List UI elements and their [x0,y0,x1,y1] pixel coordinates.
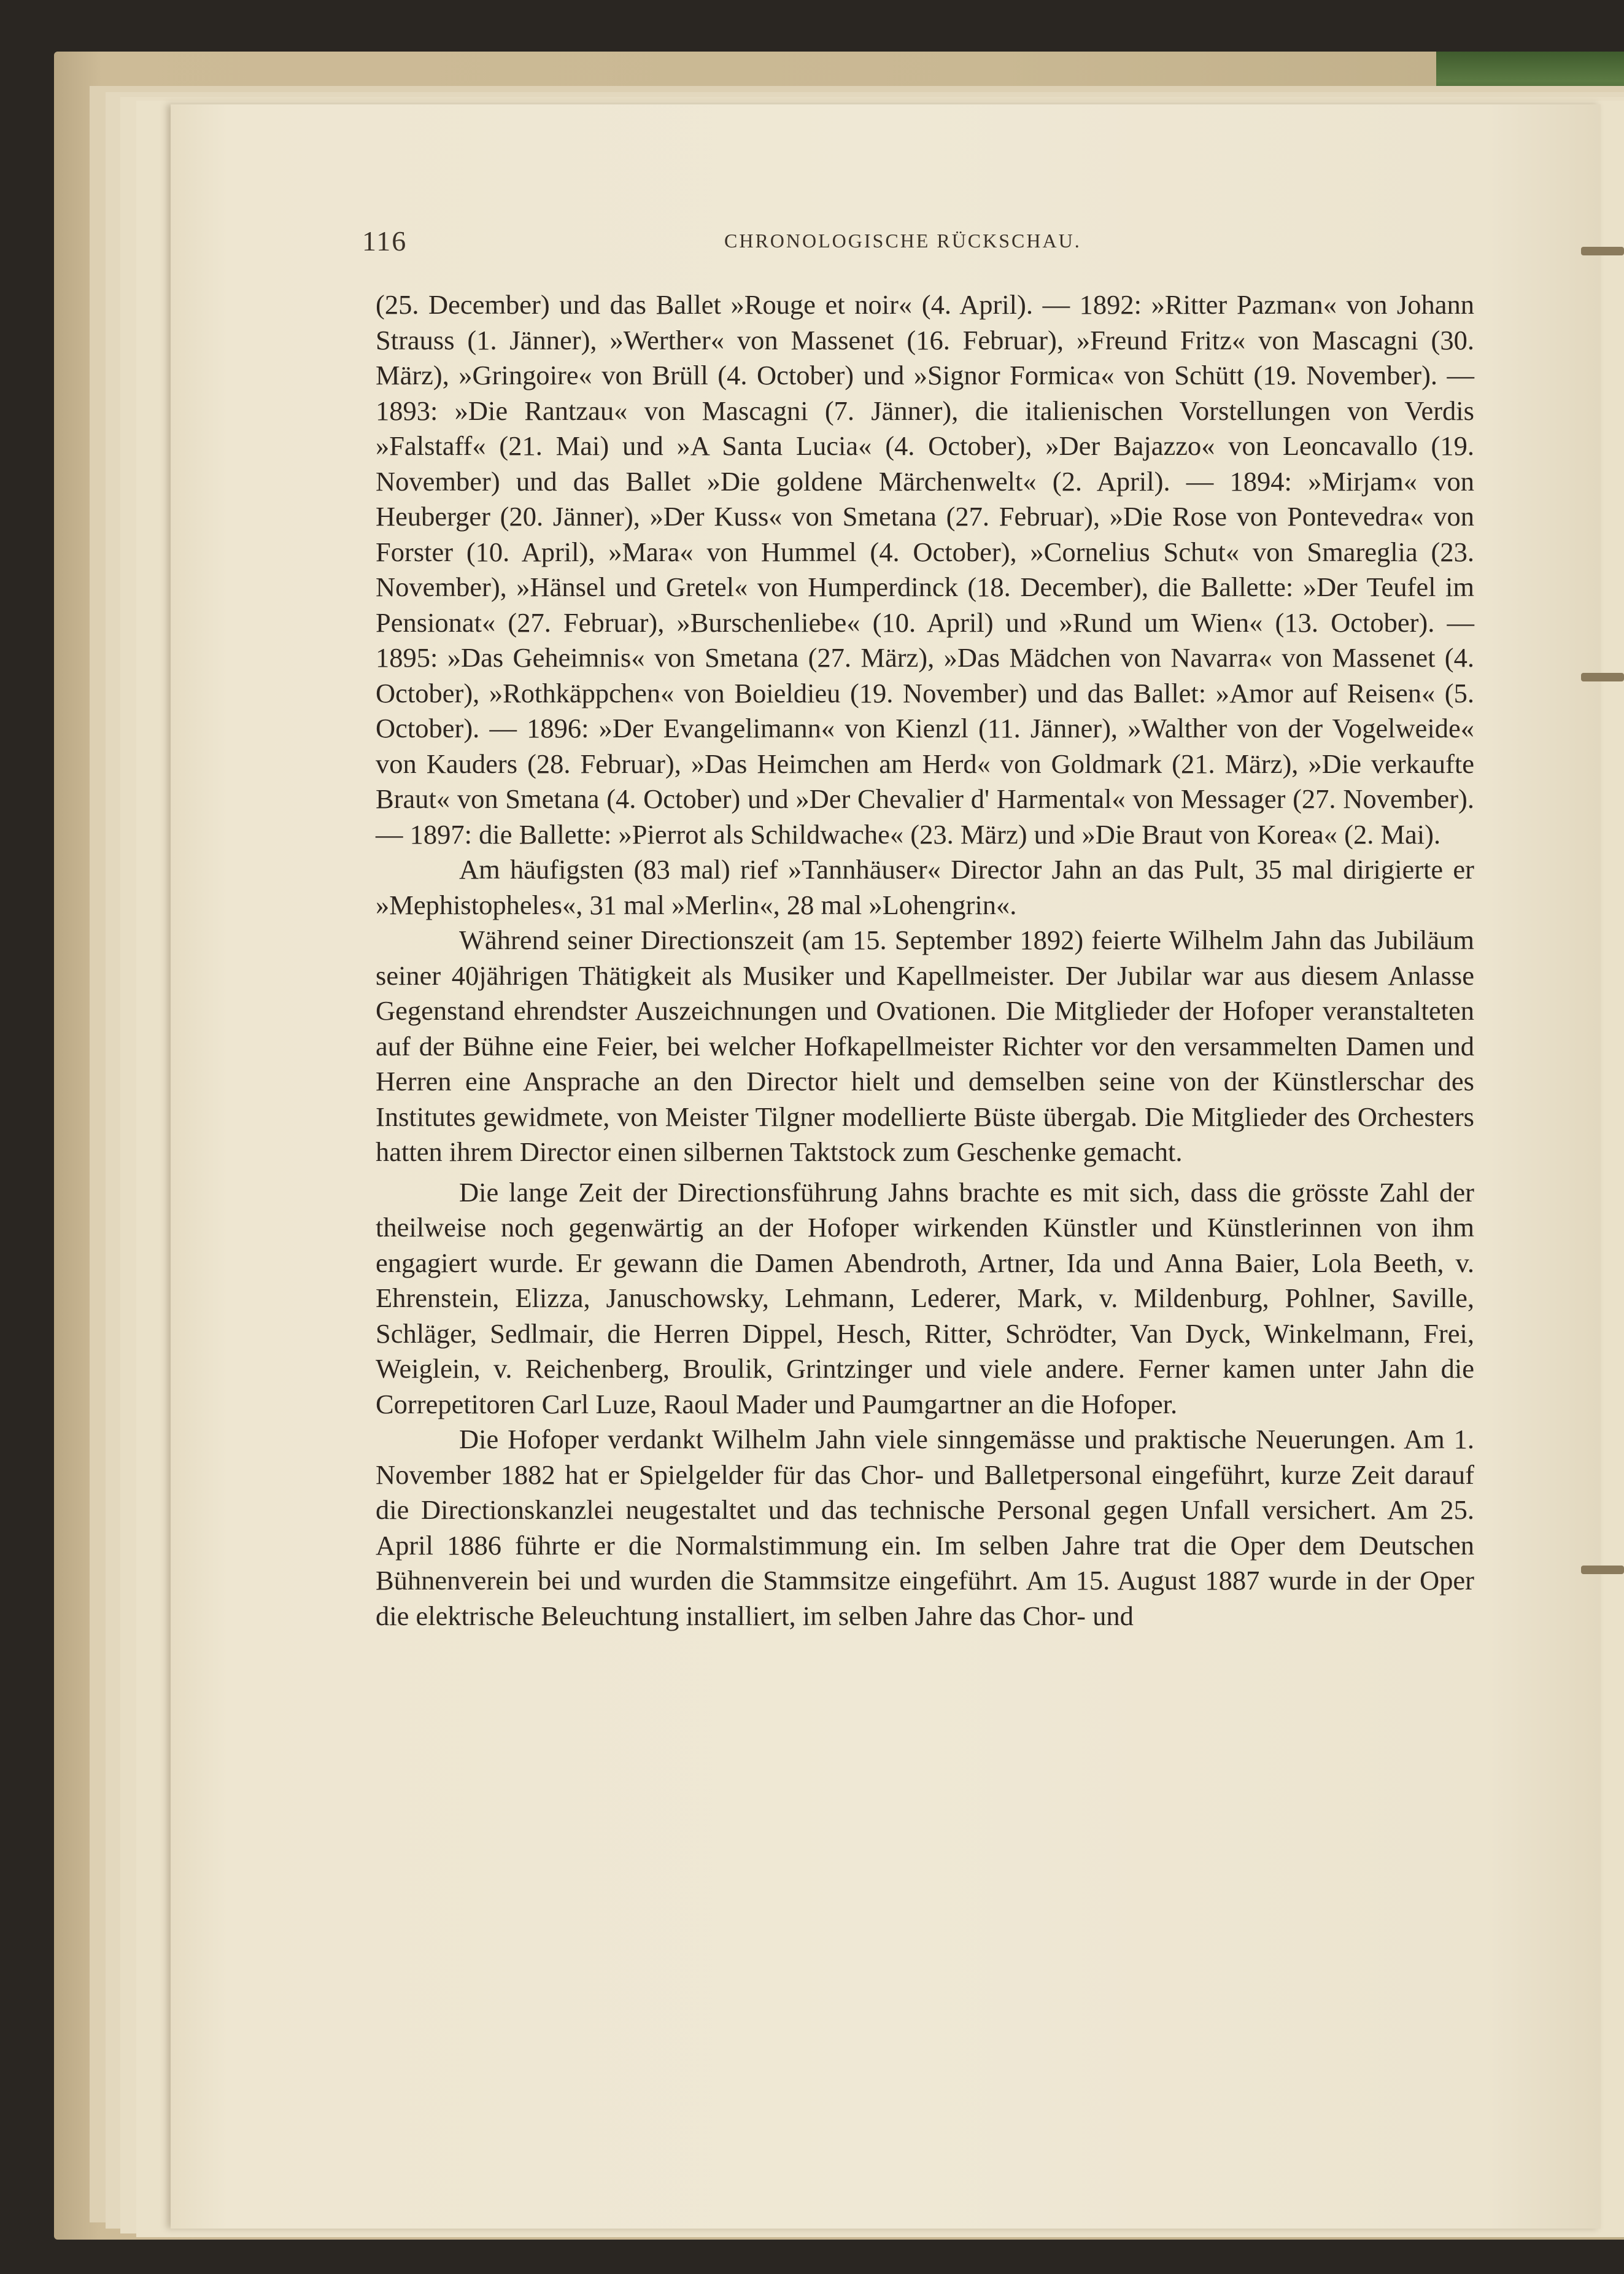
paragraph: Die Hofoper verdankt Wilhelm Jahn viele sinngemässe und praktische Neuerungen. Am 1. November 1882 hat er Spielgelder für das Chor- und Balletpersonal eingeführt, kurze Zeit darauf die Directionskanzlei neugestaltet und das technische Personal gegen Unfall versichert. Am 25. April 1886 führte er die Normalstimmung ein. Im selben Jahre trat die Oper dem Deutschen Bühnenverein bei und wurden die Stammsitze eingeführt. Am 15. August 1887 wurde in der Oper die elektrische Beleuchtung installiert, im selben Jahre das Chor- und [376,1424,1474,1631]
paragraph: Während seiner Directionszeit (am 15. September 1892) feierte Wilhelm Jahn das Jubiläum seiner 40jährigen Thätigkeit als Musiker und Kapellmeister. Der Jubilar war aus diesem Anlasse Gegenstand ehrendster Auszeichnungen und Ovationen. Die Mitglieder der Hofoper veranstalteten auf der Bühne eine Feier, bei welcher Hofkapellmeister Richter vor den versammelten Damen und Herren eine Ansprache an den Director hielt und demselben seine von der Künstlerschar des Institutes gewidmete, von Meister Tilgner modellierte Büste übergab. Die Mitglieder des Orchesters hatten ihrem Director einen silbernen Taktstock zum Geschenke gemacht. [376,925,1474,1167]
paragraph: Am häufigsten (83 mal) rief »Tannhäuser« Director Jahn an das Pult, 35 mal dirigierte er »Mephistopheles«, 31 mal »Merlin«, 28 mal »Lohengrin«. [376,854,1474,920]
page-tab-marker [1581,673,1624,681]
page-body-text [376,287,1474,1634]
page-tab-marker [1581,247,1624,255]
paragraph: Die lange Zeit der Directionsführung Jahns brachte es mit sich, dass die grösste Zahl der theilweise noch gegenwärtig an der Hofoper wirkenden Künstler und Künstlerinnen von ihm engagiert wurde. Er gewann die Damen Abendroth, Artner, Ida und Anna Baier, Lola Beeth, v. Ehrenstein, Elizza, Januschowsky, Lehmann, Lederer, Mark, v. Mildenburg, Pohlner, Saville, Schläger, Sedlmair, die Herren Dippel, Hesch, Ritter, Schrödter, Van Dyck, Winkelmann, Frei, Weiglein, v. Reichenberg, Broulik, Grintzinger und viele andere. Ferner kamen unter Jahn die Correpetitoren Carl Luze, Raoul Mader und Paumgartner an die Hofoper. [376,1176,1474,1419]
running-head [362,225,1516,255]
paragraph: (25. December) und das Ballet »Rouge et noir« (4. April). — 1892: »Ritter Pazman« von Johann Strauss (1. Jänner), »Werther« von Massenet (16. Februar), »Freund Fritz« von Mascagni (30. März), »Gringoire« von Brüll (4. October) und »Signor Formica« von Schütt (19. November). — 1893: »Die Rantzau« von Mascagni (7. Jänner), die italienischen Vorstellungen von Verdis »Falstaff« (21. Mai) und »A Santa Lucia« (4. October), »Der Bajazzo« von Leoncavallo (19. November) und das Ballet »Die goldene Märchenwelt« (2. April). — 1894: »Mirjam« von Heuberger (20. Jänner), »Der Kuss« von Smetana (27. Februar), »Die Rose von Pontevedra« von Forster (10. April), »Mara« von Hummel (4. October), »Cornelius Schut« von Smareglia (23. November), »Hänsel und Gretel« von Humperdinck (18. December), die Ballette: »Der Teufel im Pensionat« (27. Februar), »Burschenliebe« (10. April) und »Rund um Wien« (13. October). — 1895: »Das Geheimnis« von Smetana (27. März), »Das Mädchen von Navarra« von Massenet (4. October), »Rothkäppchen« von Boieldieu (19. November) und das Ballet: »Amor auf Reisen« (5. October). — 1896: »Der Evangelimann« von Kienzl (11. Jänner), »Walther von der Vogelweide« von Kauders (28. Februar), »Das Heimchen am Herd« von Goldmark (21. März), »Die verkaufte Braut« von Smetana (4. October) und »Der Chevalier d' Harmental« von Messager (27. November). — 1897: die Ballette: »Pierrot als Schildwache« (23. März) und »Die Braut von Korea« (2. Mai). [376,289,1474,850]
page-number: 116 [362,225,408,257]
page-tab-marker [1581,1566,1624,1574]
running-head-title: CHRONOLOGISCHE RÜCKSCHAU. [724,230,1081,252]
